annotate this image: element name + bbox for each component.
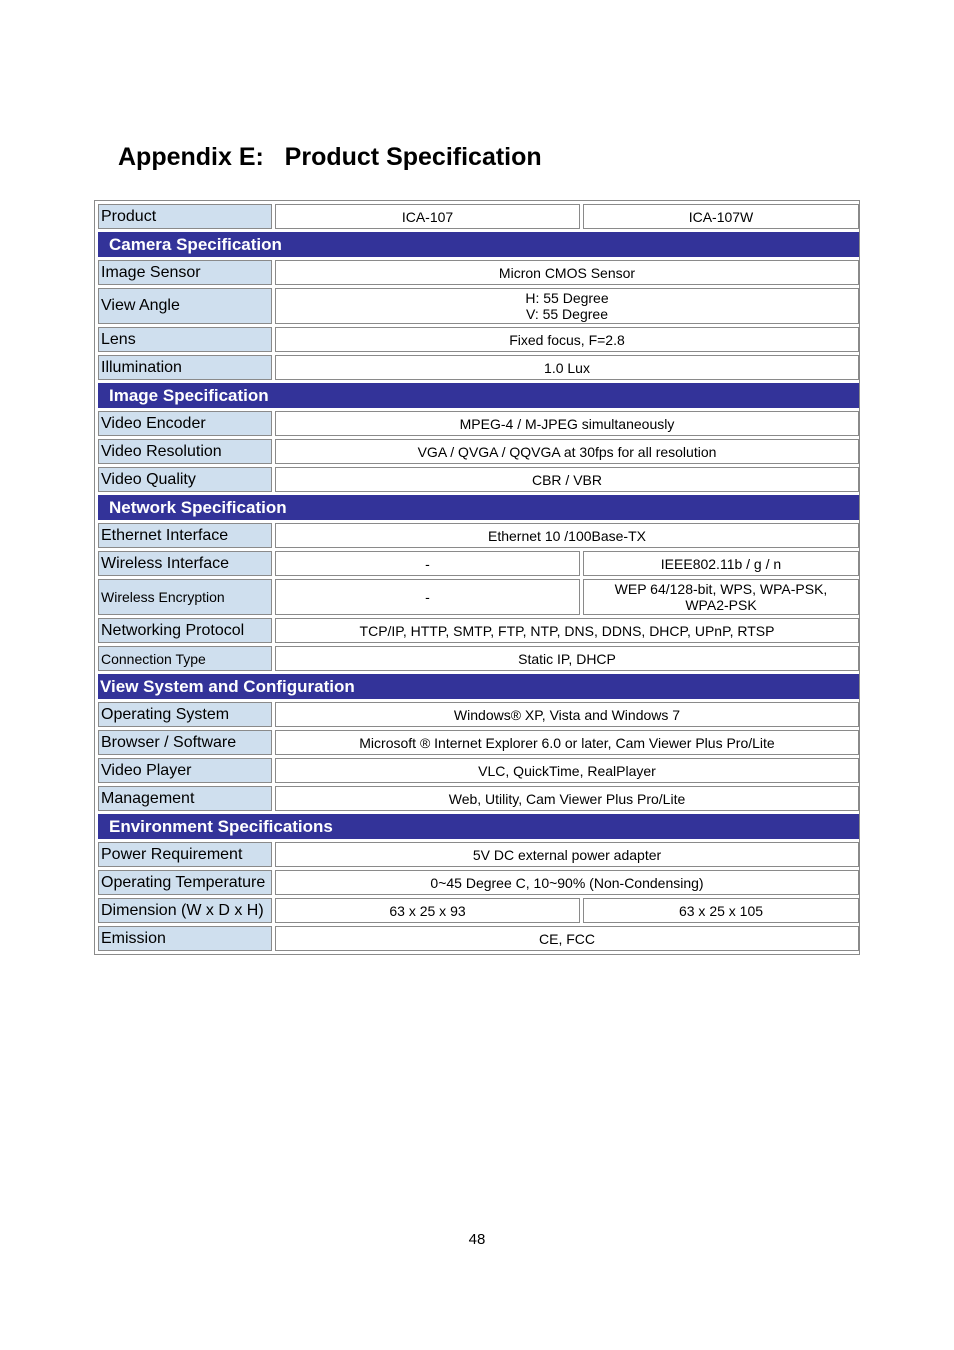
page-title: Appendix E: Product Specification [118,143,542,171]
row-label: Emission [98,926,272,951]
spec-table-frame [94,200,860,955]
row-value-ica-107: - [275,579,580,615]
section-camera [98,232,859,257]
model-ica-107: ICA-107 [275,204,580,229]
table-row [98,730,859,755]
row-label: Illumination [98,355,272,380]
row-label: Lens [98,327,272,352]
row-label: View Angle [98,288,272,324]
row-label: Video Player [98,758,272,783]
table-row [98,646,859,671]
row-value: 1.0 Lux [275,355,859,380]
row-value: Static IP, DHCP [275,646,859,671]
row-label: Product [98,204,272,229]
table-row [98,551,859,576]
value-line: WEP 64/128-bit, WPS, WPA-PSK, [614,581,828,597]
table-row [98,898,859,923]
row-label: Browser / Software [98,730,272,755]
row-label: Connection Type [98,646,272,671]
section-title: Image Specification [98,383,859,408]
row-value: Microsoft ® Internet Explorer 6.0 or later, Cam Viewer Plus Pro/Lite [275,730,859,755]
table-row [98,327,859,352]
row-label: Networking Protocol [98,618,272,643]
table-row [98,523,859,548]
page-number: 48 [468,1231,486,1248]
row-value: Ethernet 10 /100Base-TX [275,523,859,548]
table-row [98,842,859,867]
row-value: MPEG-4 / M-JPEG simultaneously [275,411,859,436]
row-value: VGA / QVGA / QQVGA at 30fps for all resolution [275,439,859,464]
row-label: Image Sensor [98,260,272,285]
table-row [98,926,859,951]
row-label: Video Resolution [98,439,272,464]
model-ica-107w: ICA-107W [583,204,859,229]
section-network [98,495,859,520]
section-title: Camera Specification [98,232,859,257]
value-line: V: 55 Degree [526,306,608,322]
row-value: Micron CMOS Sensor [275,260,859,285]
row-label: Operating System [98,702,272,727]
row-value: Fixed focus, F=2.8 [275,327,859,352]
table-row-product [98,204,859,229]
table-row [98,786,859,811]
table-row [98,702,859,727]
row-value-ica-107: 63 x 25 x 93 [275,898,580,923]
row-value-ica-107: - [275,551,580,576]
value-line: H: 55 Degree [525,290,609,306]
row-label: Ethernet Interface [98,523,272,548]
spec-table [95,201,862,954]
table-row [98,439,859,464]
section-environment [98,814,859,839]
row-value-ica-107w: IEEE802.11b / g / n [583,551,859,576]
row-value: CBR / VBR [275,467,859,492]
value-line: WPA2-PSK [685,597,757,613]
section-image [98,383,859,408]
row-label: Video Quality [98,467,272,492]
row-value: VLC, QuickTime, RealPlayer [275,758,859,783]
row-value: 0~45 Degree C, 10~90% (Non-Condensing) [275,870,859,895]
row-value [275,288,859,324]
row-label: Operating Temperature [98,870,272,895]
row-value: TCP/IP, HTTP, SMTP, FTP, NTP, DNS, DDNS, DHCP, UPnP, RTSP [275,618,859,643]
table-row [98,355,859,380]
table-row [98,870,859,895]
row-label: Wireless Encryption [98,579,272,615]
table-row [98,618,859,643]
row-value: CE, FCC [275,926,859,951]
row-value: Web, Utility, Cam Viewer Plus Pro/Lite [275,786,859,811]
row-label: Management [98,786,272,811]
table-row [98,288,859,324]
row-value: Windows® XP, Vista and Windows 7 [275,702,859,727]
section-system [98,674,859,699]
row-label: Video Encoder [98,411,272,436]
section-title: Environment Specifications [98,814,859,839]
table-row [98,260,859,285]
table-row [98,758,859,783]
row-label: Wireless Interface [98,551,272,576]
table-row [98,411,859,436]
table-row [98,467,859,492]
row-value: 5V DC external power adapter [275,842,859,867]
row-value-ica-107w [583,579,859,615]
row-label: Dimension (W x D x H) [98,898,272,923]
row-value-ica-107w: 63 x 25 x 105 [583,898,859,923]
table-row [98,579,859,615]
section-title: View System and Configuration [98,674,859,699]
row-label: Power Requirement [98,842,272,867]
section-title: Network Specification [98,495,859,520]
